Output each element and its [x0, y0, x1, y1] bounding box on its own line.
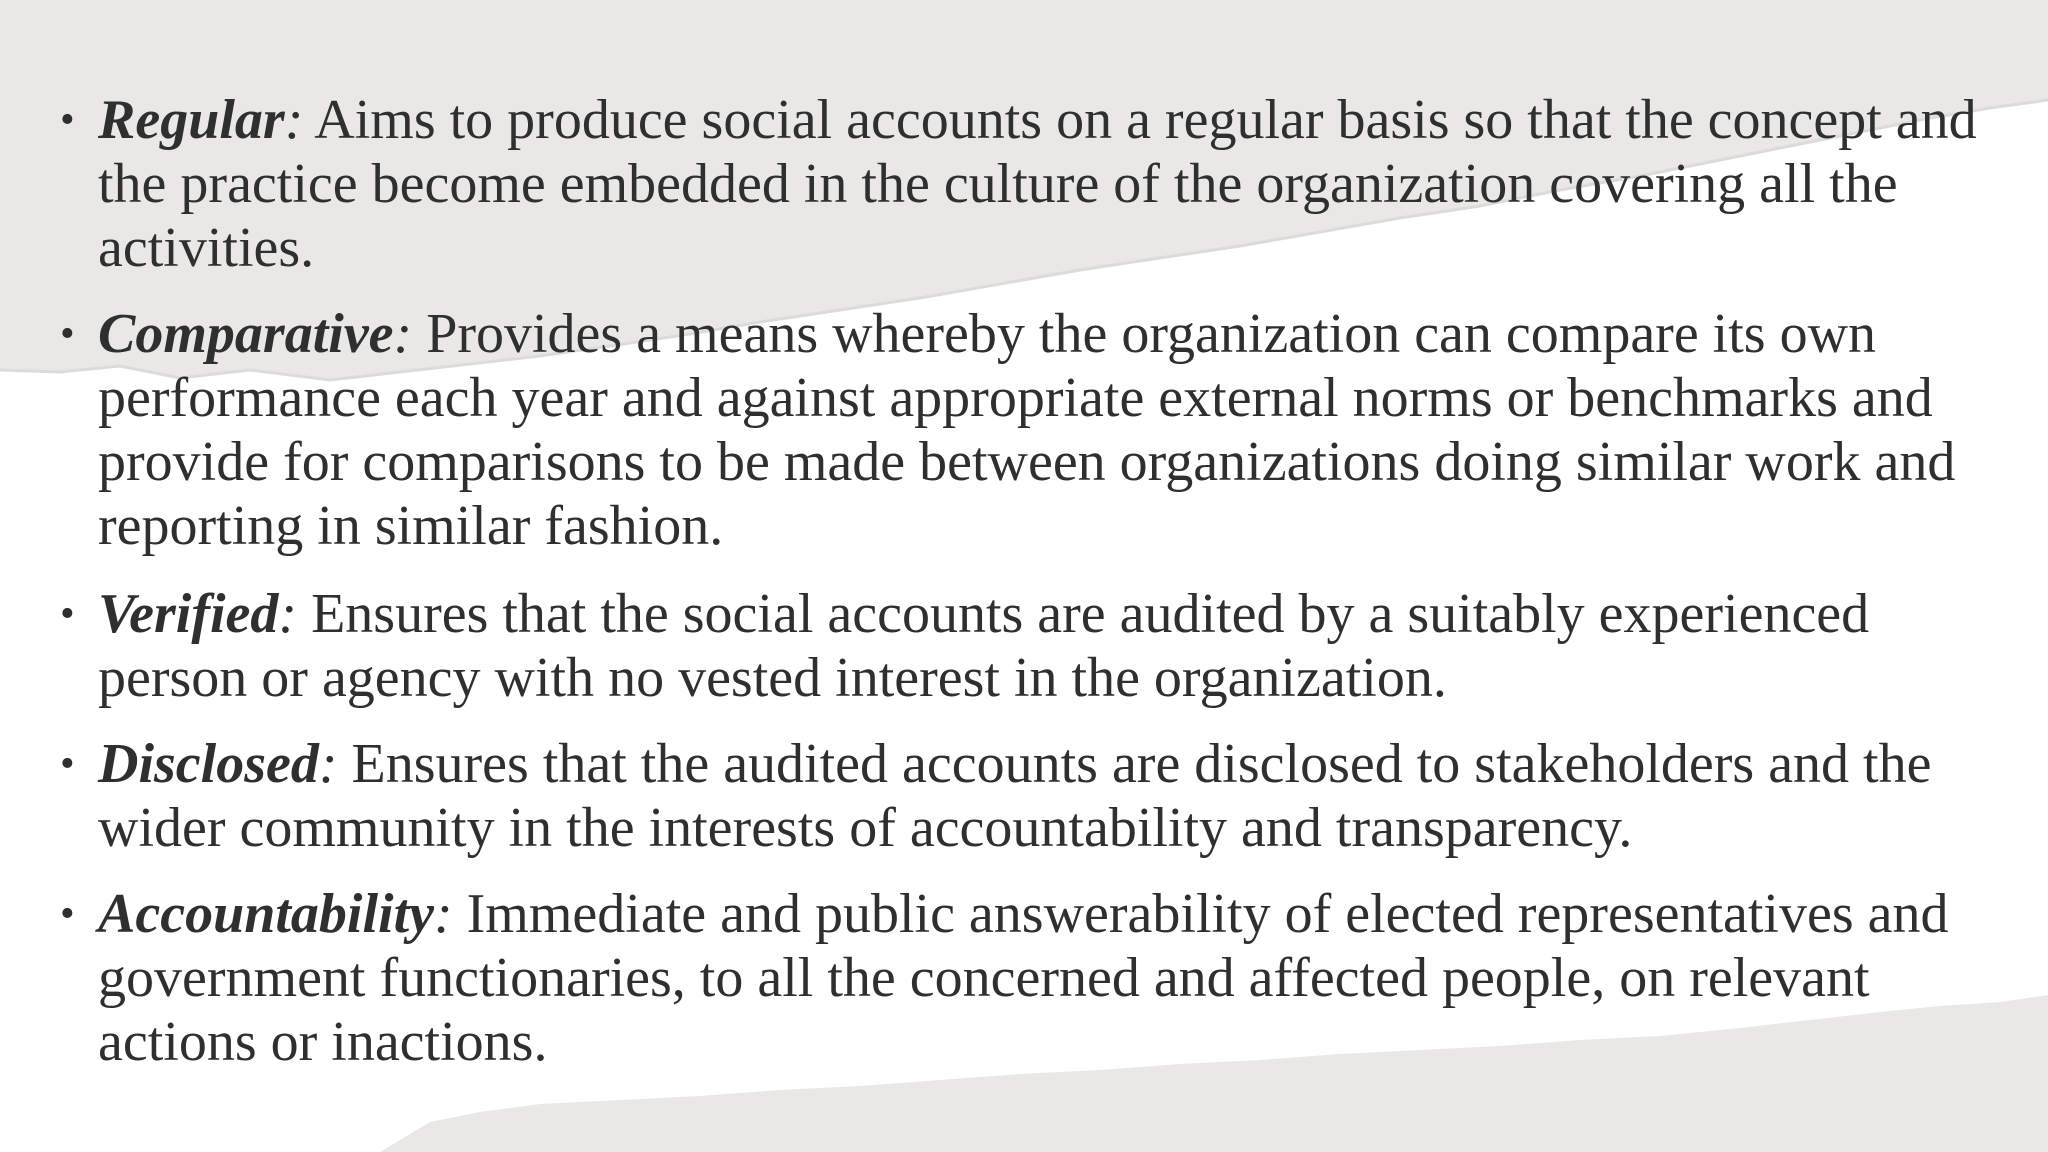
bullet-term: Comparative	[98, 303, 394, 365]
bullet-term: Disclosed	[98, 733, 319, 795]
bullet-icon: •	[60, 311, 75, 357]
bullet-verified	[60, 582, 2010, 710]
bullet-colon: :	[278, 583, 298, 645]
bullet-term: Verified	[98, 583, 279, 645]
bullet-regular	[60, 88, 2010, 280]
bullet-colon: :	[393, 303, 413, 365]
bullet-icon: •	[60, 591, 75, 637]
bullet-text: Provides a means whereby the organization can compare its own performance each year and against appropriate external norms or benchmarks and provide for comparisons to be made between organizations doing similar work and reporting in similar fashion.	[98, 303, 1956, 557]
bullet-text: Ensures that the social accounts are audited by a suitably experienced person or agency with no vested interest in the organization.	[98, 583, 1870, 709]
slide-body	[60, 88, 2010, 1096]
bullet-term: Accountability	[98, 883, 434, 945]
bullet-colon: :	[318, 733, 338, 795]
bullet-text: Ensures that the audited accounts are disclosed to stakeholders and the wider community in the interests of accountability and transparency.	[98, 733, 1932, 859]
bullet-disclosed	[60, 732, 2010, 860]
bullet-icon: •	[60, 97, 75, 143]
bullet-icon: •	[60, 741, 75, 787]
bullet-term: Regular	[98, 89, 285, 151]
bullet-text: Aims to produce social accounts on a regular basis so that the concept and the practice become embedded in the culture of the organization covering all the activities.	[98, 89, 1977, 279]
bullet-colon: :	[434, 883, 453, 945]
bullet-list	[60, 88, 2010, 1074]
bullet-accountability	[60, 882, 2010, 1074]
bullet-text: Immediate and public answerability of elected representatives and government functionaries, to all the concerned and affected people, on relevant actions or inactions.	[98, 883, 1949, 1073]
bullet-comparative	[60, 302, 2010, 558]
bullet-icon: •	[60, 891, 75, 937]
bullet-colon: :	[284, 89, 304, 151]
